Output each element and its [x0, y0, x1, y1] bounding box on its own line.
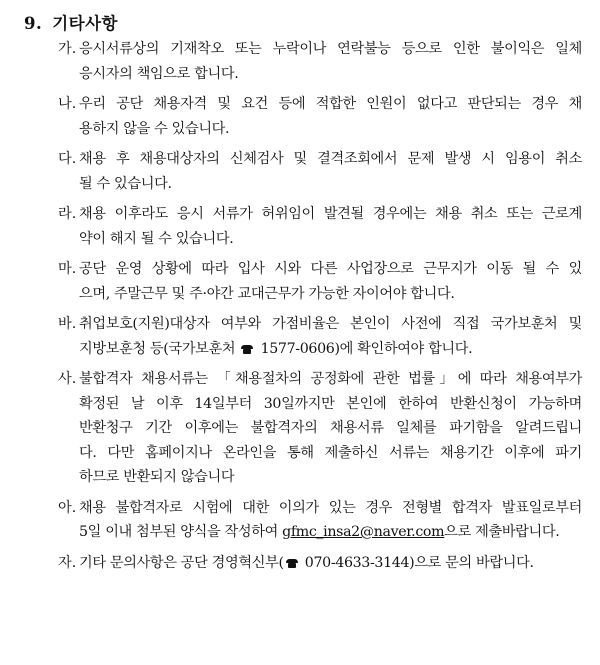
- list-item: [58, 92, 582, 141]
- item-text-line: 우리 공단 채용자격 및 요건 등에 적합한 인원이 없다고 판단되는 경우 채: [79, 96, 582, 112]
- item-text-line: 응시자의 책임으로 합니다.: [79, 65, 239, 82]
- item-marker: 마.: [58, 261, 77, 277]
- section-heading: [24, 10, 118, 34]
- item-text-line: 하므로 반환되지 않습니다: [79, 469, 235, 485]
- list-item: [58, 147, 582, 196]
- item-text-line: [79, 337, 582, 362]
- item-marker: 다.: [58, 151, 77, 167]
- item-text-line: 불합격자 채용서류는 「채용절차의 공정화에 관한 법률」에 따라 채용여부가: [79, 371, 582, 387]
- item-text-line: 확정된 날 이후 14일부터 30일까지만 본인에 한하여 반환신청이 가능하며: [79, 395, 582, 412]
- list-item: [58, 551, 582, 576]
- item-text-line: 될 수 있습니다.: [79, 175, 172, 192]
- item-text-line: 공단 운영 상황에 따라 입사 시와 다른 사업장으로 근무지가 이동 될 수 있: [79, 261, 582, 277]
- item-text-line: 채용 불합격자로 시험에 대한 이의가 있는 경우 전형별 합격자 발표일로부터: [79, 499, 582, 516]
- list-item: [58, 257, 582, 306]
- item-text-line: [79, 520, 582, 545]
- item-marker: 라.: [58, 206, 77, 222]
- text-segment: 지방보훈청 등(국가보훈처: [79, 340, 240, 357]
- item-marker: 사.: [58, 371, 77, 387]
- notice-list: [58, 37, 582, 581]
- item-text-line: 다. 다만 홈페이지나 온라인을 통해 제출하신 서류는 채용기간 이후에 파기: [79, 444, 582, 461]
- item-text-line: 반환청구 기간 이후에는 불합격자의 채용서류 일체를 파기함을 알려드립니: [79, 420, 582, 436]
- item-text-line: 용하지 않을 수 있습니다.: [79, 120, 230, 137]
- list-item: [58, 37, 582, 86]
- list-item: [58, 202, 582, 251]
- item-text-line: [79, 551, 582, 576]
- telephone-icon: [286, 559, 298, 568]
- item-text-line: 으며, 주말근무 및 주·야간 교대근무가 가능한 자이어야 합니다.: [79, 285, 455, 302]
- item-text-line: 취업보호(지원)대상자 여부와 가점비율은 본인이 사전에 직접 국가보훈처 및: [79, 316, 582, 332]
- list-item: [58, 496, 582, 545]
- item-marker: 가.: [58, 41, 77, 57]
- section-title: 기타사항: [52, 14, 118, 33]
- phone-number-text: 1577-0606)에 확인하여야 합니다.: [256, 340, 473, 357]
- item-marker: 아.: [58, 499, 77, 516]
- item-text-line: 약이 해지 될 수 있습니다.: [79, 230, 234, 247]
- item-text-line: 응시서류상의 기재착오 또는 누락이나 연락불능 등으로 인한 불이익은 일체: [79, 41, 582, 57]
- telephone-icon: [241, 345, 253, 354]
- list-item: [58, 367, 582, 490]
- item-marker: 자.: [58, 554, 77, 571]
- list-item: [58, 312, 582, 361]
- item-text-line: 채용 후 채용대상자의 신체검사 및 결격조회에서 문제 발생 시 임용이 취소: [79, 151, 582, 167]
- phone-number-text: 070-4633-3144)으로 문의 바랍니다.: [300, 554, 534, 571]
- text-segment: 으로 제출바랍니다.: [444, 524, 560, 540]
- email-link[interactable]: gfmc_insa2@naver.com: [282, 524, 445, 540]
- text-segment: 기타 문의사항은 공단 경영혁신부(: [79, 554, 284, 571]
- item-text-line: 채용 이후라도 응시 서류가 허위임이 발견될 경우에는 채용 취소 또는 근로계: [79, 206, 582, 222]
- item-marker: 바.: [58, 316, 77, 332]
- text-segment: 5일 이내 첨부된 양식을 작성하여: [79, 524, 283, 540]
- section-number: 9.: [24, 14, 43, 33]
- item-marker: 나.: [58, 96, 77, 112]
